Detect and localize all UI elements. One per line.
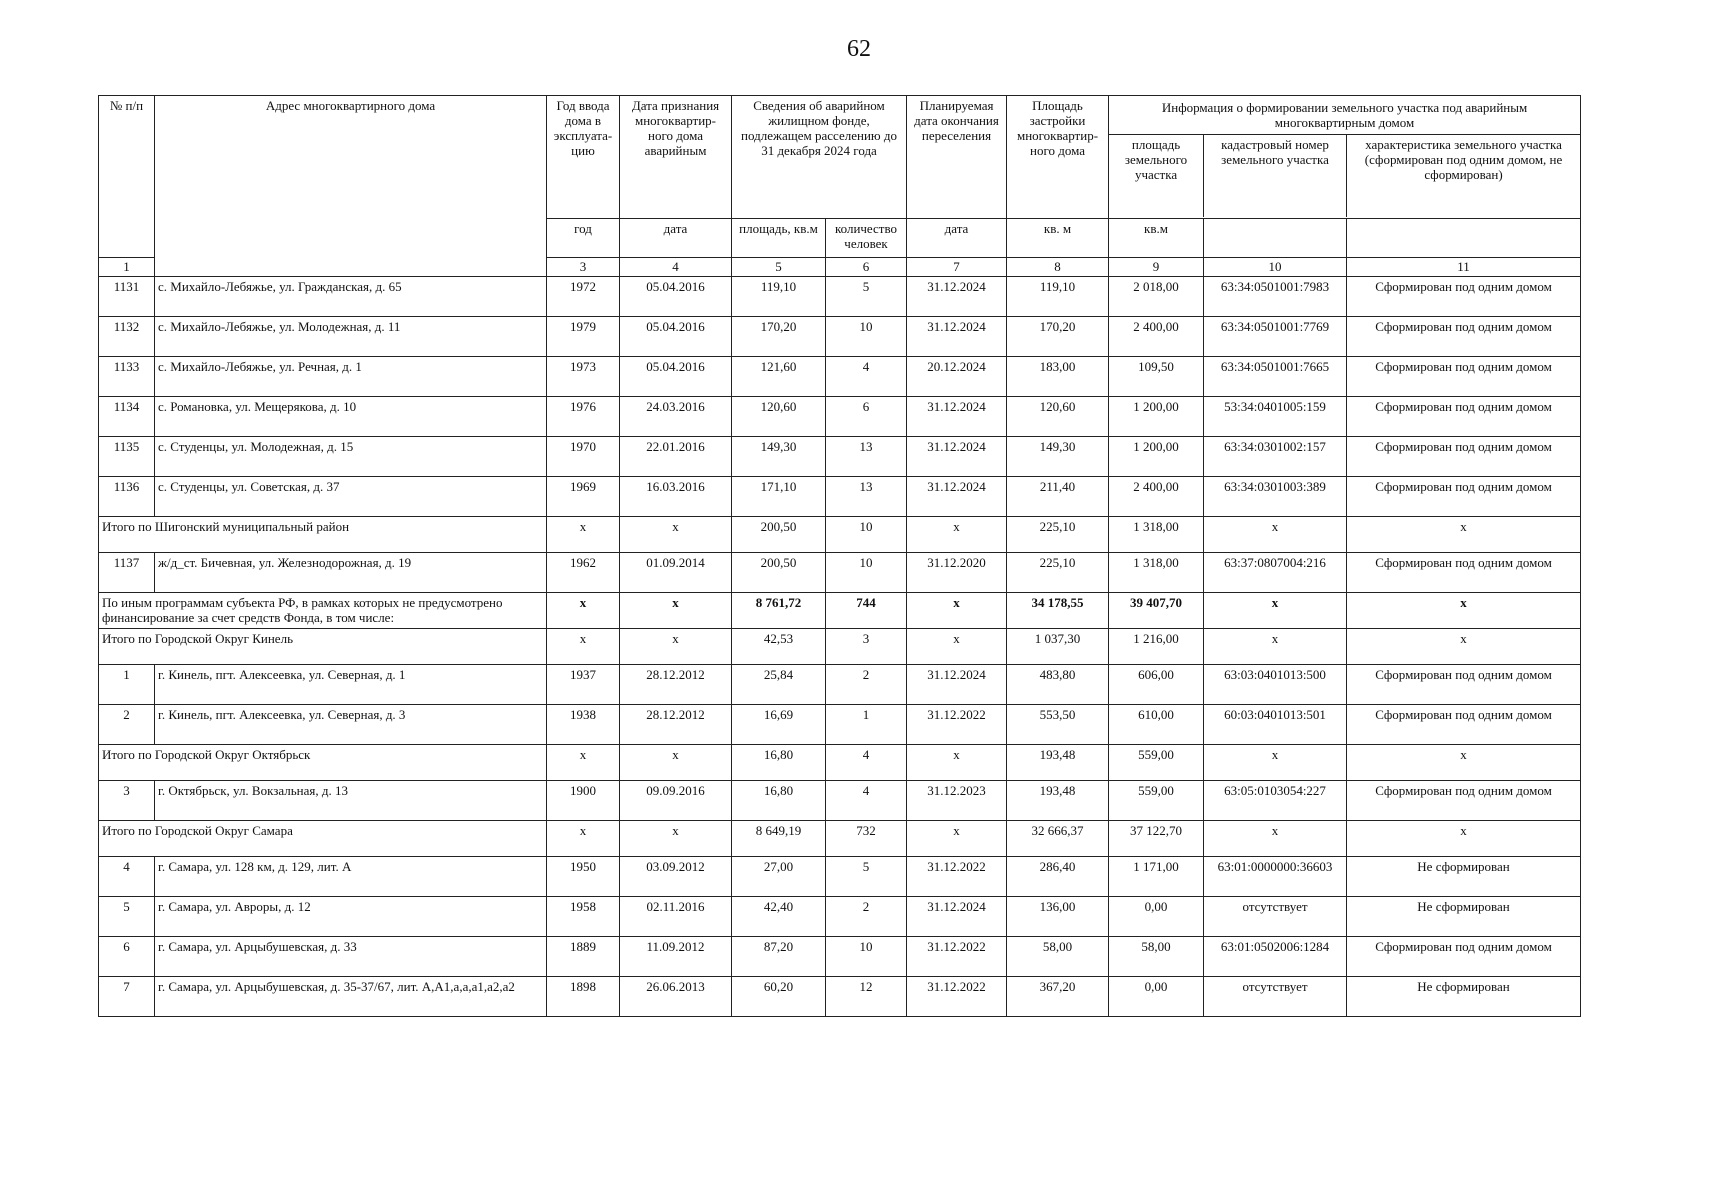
subtotal-cell: x — [1204, 745, 1347, 781]
table-cell: Не сформирован — [1347, 977, 1581, 1017]
subtotal-row — [99, 821, 1581, 857]
subtotal-cell: 225,10 — [1007, 517, 1109, 553]
table-cell: 2 — [826, 665, 907, 705]
table-cell: 1134 — [99, 397, 155, 437]
table-cell: 4 — [826, 357, 907, 397]
table-cell: 63:34:0501001:7983 — [1204, 277, 1347, 317]
table-cell: 25,84 — [732, 665, 826, 705]
table-cell: Сформирован под одним домом — [1347, 317, 1581, 357]
table-cell: 6 — [99, 937, 155, 977]
table-cell: 136,00 — [1007, 897, 1109, 937]
table-cell: 2 400,00 — [1109, 317, 1204, 357]
subtotal-cell: 559,00 — [1109, 745, 1204, 781]
subtotal-cell: x — [907, 821, 1007, 857]
table-cell: 63:34:0301002:157 — [1204, 437, 1347, 477]
table-cell: 31.12.2024 — [907, 277, 1007, 317]
table-cell: 60:03:0401013:501 — [1204, 705, 1347, 745]
unit-area: площадь, кв.м — [732, 219, 826, 258]
table-cell: 4 — [826, 781, 907, 821]
table-cell: 1972 — [547, 277, 620, 317]
table-cell: 1136 — [99, 477, 155, 517]
address-cell: с. Студенцы, ул. Молодежная, д. 15 — [155, 437, 547, 477]
header-land-info — [1109, 96, 1581, 219]
table-cell: 05.04.2016 — [620, 357, 732, 397]
table-cell: 1962 — [547, 553, 620, 593]
table-cell: 2 400,00 — [1109, 477, 1204, 517]
header-land-info-title: Информация о формировании земельного участка под аварийным многоквартирным домом — [1109, 96, 1580, 135]
subtotal-cell: 37 122,70 — [1109, 821, 1204, 857]
table-cell: 121,60 — [732, 357, 826, 397]
subtotal-label: Итого по Шигонский муниципальный район — [99, 517, 547, 553]
page-number: 62 — [847, 36, 871, 62]
address-cell: г. Самара, ул. Авроры, д. 12 — [155, 897, 547, 937]
unit-people: количество человек — [826, 219, 907, 258]
table-cell: 149,30 — [1007, 437, 1109, 477]
header-land-characteristic: характеристика земельного участка (сформирован под одним домом, не сформирован) — [1364, 137, 1563, 182]
table-cell: 16.03.2016 — [620, 477, 732, 517]
subtotal-cell: x — [620, 629, 732, 665]
subtotal-cell: x — [907, 629, 1007, 665]
table-cell: 7 — [99, 977, 155, 1017]
table-cell: 42,40 — [732, 897, 826, 937]
subtotal-cell: 34 178,55 — [1007, 593, 1109, 629]
subtotal-cell: x — [1347, 517, 1581, 553]
table-cell: 31.12.2020 — [907, 553, 1007, 593]
table-cell: 05.04.2016 — [620, 317, 732, 357]
table-cell: 610,00 — [1109, 705, 1204, 745]
table-cell: 27,00 — [732, 857, 826, 897]
subtotal-cell: 32 666,37 — [1007, 821, 1109, 857]
table-cell: 16,69 — [732, 705, 826, 745]
subtotal-cell: x — [1204, 593, 1347, 629]
table-cell: 10 — [826, 553, 907, 593]
table-cell: 10 — [826, 937, 907, 977]
table-cell: 12 — [826, 977, 907, 1017]
table-cell: 1131 — [99, 277, 155, 317]
unit-date: дата — [620, 219, 732, 258]
subtotal-cell: 732 — [826, 821, 907, 857]
table-cell: 119,10 — [1007, 277, 1109, 317]
table-row — [99, 553, 1581, 593]
table-cell: 1132 — [99, 317, 155, 357]
table-cell: 09.09.2016 — [620, 781, 732, 821]
table-cell: 211,40 — [1007, 477, 1109, 517]
table-cell: 31.12.2024 — [907, 437, 1007, 477]
housing-table — [98, 95, 1581, 1017]
table-cell: 1 — [826, 705, 907, 745]
table-cell: 26.06.2013 — [620, 977, 732, 1017]
subtotal-cell: x — [1347, 745, 1581, 781]
table-cell: 170,20 — [732, 317, 826, 357]
table-cell: 171,10 — [732, 477, 826, 517]
subtotal-cell: 10 — [826, 517, 907, 553]
table-cell: 367,20 — [1007, 977, 1109, 1017]
subtotal-row — [99, 629, 1581, 665]
table-cell: 119,10 — [732, 277, 826, 317]
subtotal-row — [99, 517, 1581, 553]
table-cell: 120,60 — [732, 397, 826, 437]
subtotal-row — [99, 745, 1581, 781]
table-cell: Сформирован под одним домом — [1347, 477, 1581, 517]
column-number-7: 7 — [907, 258, 1007, 277]
table-cell: 31.12.2022 — [907, 857, 1007, 897]
table-row — [99, 977, 1581, 1017]
table-cell: 170,20 — [1007, 317, 1109, 357]
table-cell: Сформирован под одним домом — [1347, 357, 1581, 397]
table-cell: 1 — [99, 665, 155, 705]
table-row — [99, 317, 1581, 357]
table-cell: отсутствует — [1204, 977, 1347, 1017]
subtotal-cell: 42,53 — [732, 629, 826, 665]
header-number: № п/п — [99, 96, 155, 258]
table-cell: 31.12.2022 — [907, 977, 1007, 1017]
subtotal-cell: 8 649,19 — [732, 821, 826, 857]
subtotal-cell: 39 407,70 — [1109, 593, 1204, 629]
header-year: Год ввода дома в эксплуата-цию — [547, 96, 620, 219]
table-body — [99, 277, 1581, 1017]
table-cell: 3 — [99, 781, 155, 821]
table-cell: 1889 — [547, 937, 620, 977]
unit-empty-10 — [1204, 219, 1347, 258]
table-cell: 1950 — [547, 857, 620, 897]
subtotal-cell: x — [620, 593, 732, 629]
subtotal-cell: x — [620, 821, 732, 857]
address-cell: с. Михайло-Лебяжье, ул. Молодежная, д. 11 — [155, 317, 547, 357]
table-row — [99, 477, 1581, 517]
table-row — [99, 857, 1581, 897]
table-cell: отсутствует — [1204, 897, 1347, 937]
table-cell: 286,40 — [1007, 857, 1109, 897]
unit-year: год — [547, 219, 620, 258]
column-number-11: 11 — [1347, 258, 1581, 277]
table-row — [99, 437, 1581, 477]
table-cell: 2 — [826, 897, 907, 937]
table-cell: 1970 — [547, 437, 620, 477]
table-row — [99, 781, 1581, 821]
subtotal-cell: x — [1347, 593, 1581, 629]
header-cadastral-number: кадастровый номер земельного участка — [1204, 135, 1347, 217]
subtotal-cell: 16,80 — [732, 745, 826, 781]
table-cell: 24.03.2016 — [620, 397, 732, 437]
table-cell: 1979 — [547, 317, 620, 357]
table-cell: 200,50 — [732, 553, 826, 593]
table-cell: 0,00 — [1109, 977, 1204, 1017]
table-cell: 120,60 — [1007, 397, 1109, 437]
address-cell: г. Кинель, пгт. Алексеевка, ул. Северная, д. 1 — [155, 665, 547, 705]
address-cell: г. Кинель, пгт. Алексеевка, ул. Северная, д. 3 — [155, 705, 547, 745]
table-cell: Сформирован под одним домом — [1347, 277, 1581, 317]
table-cell: 1969 — [547, 477, 620, 517]
subtotal-cell: x — [547, 593, 620, 629]
column-number-5: 5 — [732, 258, 826, 277]
table-cell: 1135 — [99, 437, 155, 477]
table-cell: 05.04.2016 — [620, 277, 732, 317]
header-planned-date: Планируемая дата окончания переселения — [907, 96, 1007, 219]
table-row — [99, 397, 1581, 437]
table-row — [99, 277, 1581, 317]
table-cell: 0,00 — [1109, 897, 1204, 937]
table-cell: Сформирован под одним домом — [1347, 397, 1581, 437]
table-cell: 606,00 — [1109, 665, 1204, 705]
table-cell: 28.12.2012 — [620, 665, 732, 705]
table-cell: 1937 — [547, 665, 620, 705]
subtotal-cell: 200,50 — [732, 517, 826, 553]
table-cell: 63:34:0501001:7769 — [1204, 317, 1347, 357]
table-cell: 63:37:0807004:216 — [1204, 553, 1347, 593]
table-cell: 31.12.2024 — [907, 897, 1007, 937]
table-cell: Сформирован под одним домом — [1347, 937, 1581, 977]
table-cell: 11.09.2012 — [620, 937, 732, 977]
header-emergency-date: Дата признания многоквартир-ного дома аварийным — [620, 96, 732, 219]
subtotal-cell: x — [1204, 517, 1347, 553]
column-number-3: 3 — [547, 258, 620, 277]
header-land-area: площадь земельного участка — [1109, 135, 1204, 217]
table-cell: 1 200,00 — [1109, 397, 1204, 437]
table-cell: 1900 — [547, 781, 620, 821]
table-cell: Сформирован под одним домом — [1347, 437, 1581, 477]
header-address: Адрес многоквартирного дома — [155, 96, 547, 277]
table-cell: 1976 — [547, 397, 620, 437]
table-cell: Сформирован под одним домом — [1347, 705, 1581, 745]
table-cell: 1 200,00 — [1109, 437, 1204, 477]
table-cell: 5 — [826, 277, 907, 317]
table-cell: 225,10 — [1007, 553, 1109, 593]
table-cell: 60,20 — [732, 977, 826, 1017]
table-cell: 58,00 — [1007, 937, 1109, 977]
table-row — [99, 357, 1581, 397]
table-cell: 53:34:0401005:159 — [1204, 397, 1347, 437]
address-cell: с. Студенцы, ул. Советская, д. 37 — [155, 477, 547, 517]
header-building-area: Площадь застройки многоквартир-ного дома — [1007, 96, 1109, 219]
table-cell: 1973 — [547, 357, 620, 397]
header-emergency-fund: Сведения об аварийном жилищном фонде, подлежащем расселению до 31 декабря 2024 года — [732, 96, 907, 219]
address-cell: г. Самара, ул. 128 км, д. 129, лит. А — [155, 857, 547, 897]
table-cell: 4 — [99, 857, 155, 897]
table-cell: Не сформирован — [1347, 857, 1581, 897]
subtotal-cell: x — [1347, 821, 1581, 857]
subtotal-cell: x — [1204, 629, 1347, 665]
column-number-10: 10 — [1204, 258, 1347, 277]
address-cell: с. Романовка, ул. Мещерякова, д. 10 — [155, 397, 547, 437]
table-cell: 31.12.2024 — [907, 665, 1007, 705]
table-cell: 63:05:0103054:227 — [1204, 781, 1347, 821]
table-cell: 1 171,00 — [1109, 857, 1204, 897]
table-cell: 63:01:0502006:1284 — [1204, 937, 1347, 977]
table-row — [99, 897, 1581, 937]
column-number-9: 9 — [1109, 258, 1204, 277]
table-cell: 1898 — [547, 977, 620, 1017]
column-number-4: 4 — [620, 258, 732, 277]
table-cell: 87,20 — [732, 937, 826, 977]
unit-planned-date: дата — [907, 219, 1007, 258]
table-cell: Сформирован под одним домом — [1347, 781, 1581, 821]
table-cell: 193,48 — [1007, 781, 1109, 821]
table-cell: 22.01.2016 — [620, 437, 732, 477]
table-cell: 63:01:0000000:36603 — [1204, 857, 1347, 897]
table-row — [99, 665, 1581, 705]
table-cell: 483,80 — [1007, 665, 1109, 705]
subtotal-cell: x — [547, 821, 620, 857]
table-cell: 31.12.2023 — [907, 781, 1007, 821]
table-cell: 31.12.2022 — [907, 937, 1007, 977]
subtotal-cell: x — [1347, 629, 1581, 665]
table-cell: 10 — [826, 317, 907, 357]
table-cell: 13 — [826, 437, 907, 477]
subtotal-label: Итого по Городской Округ Кинель — [99, 629, 547, 665]
table-cell: 2 018,00 — [1109, 277, 1204, 317]
subtotal-cell: x — [907, 745, 1007, 781]
table-cell: 63:34:0301003:389 — [1204, 477, 1347, 517]
address-cell: с. Михайло-Лебяжье, ул. Гражданская, д. 65 — [155, 277, 547, 317]
subtotal-cell: 4 — [826, 745, 907, 781]
unit-empty-11 — [1347, 219, 1581, 258]
subtotal-cell: x — [620, 517, 732, 553]
table-cell: 1133 — [99, 357, 155, 397]
subtotal-cell: 1 318,00 — [1109, 517, 1204, 553]
table-cell: 6 — [826, 397, 907, 437]
address-cell: г. Самара, ул. Арцыбушевская, д. 33 — [155, 937, 547, 977]
subtotal-label: Итого по Городской Округ Самара — [99, 821, 547, 857]
subtotal-row — [99, 593, 1581, 629]
subtotal-cell: 193,48 — [1007, 745, 1109, 781]
subtotal-cell: x — [907, 593, 1007, 629]
table-cell: 28.12.2012 — [620, 705, 732, 745]
address-cell: г. Самара, ул. Арцыбушевская, д. 35-37/67, лит. А,А1,а,а,а1,а2,а2 — [155, 977, 547, 1017]
subtotal-label: Итого по Городской Округ Октябрьск — [99, 745, 547, 781]
table-cell: 5 — [99, 897, 155, 937]
table-cell: 149,30 — [732, 437, 826, 477]
table-cell: 5 — [826, 857, 907, 897]
address-cell: г. Октябрьск, ул. Вокзальная, д. 13 — [155, 781, 547, 821]
column-number-1: 1 — [99, 258, 155, 277]
subtotal-cell: x — [907, 517, 1007, 553]
unit-building-area: кв. м — [1007, 219, 1109, 258]
table-cell: 13 — [826, 477, 907, 517]
table-cell: 02.11.2016 — [620, 897, 732, 937]
address-cell: с. Михайло-Лебяжье, ул. Речная, д. 1 — [155, 357, 547, 397]
table-row — [99, 705, 1581, 745]
table-cell: 559,00 — [1109, 781, 1204, 821]
table-cell: Сформирован под одним домом — [1347, 665, 1581, 705]
subtotal-label: По иным программам субъекта РФ, в рамках которых не предусмотрено финансирование за счет средств Фонда, в том числе: — [99, 593, 547, 629]
column-number-6: 6 — [826, 258, 907, 277]
table-cell: 1 318,00 — [1109, 553, 1204, 593]
table-cell: 183,00 — [1007, 357, 1109, 397]
table-cell: 1137 — [99, 553, 155, 593]
address-cell: ж/д_ст. Бичевная, ул. Железнодорожная, д. 19 — [155, 553, 547, 593]
table-row — [99, 937, 1581, 977]
subtotal-cell: x — [547, 517, 620, 553]
table-cell: 1958 — [547, 897, 620, 937]
table-cell: 20.12.2024 — [907, 357, 1007, 397]
table-cell: 03.09.2012 — [620, 857, 732, 897]
table-cell: 31.12.2024 — [907, 397, 1007, 437]
subtotal-cell: 3 — [826, 629, 907, 665]
column-number-8: 8 — [1007, 258, 1109, 277]
subtotal-cell: x — [620, 745, 732, 781]
unit-land-area: кв.м — [1109, 219, 1204, 258]
table-cell: 553,50 — [1007, 705, 1109, 745]
subtotal-cell: x — [547, 629, 620, 665]
subtotal-cell: 744 — [826, 593, 907, 629]
table-cell: 2 — [99, 705, 155, 745]
subtotal-cell: 1 037,30 — [1007, 629, 1109, 665]
table-cell: 63:03:0401013:500 — [1204, 665, 1347, 705]
table-cell: 1938 — [547, 705, 620, 745]
table-cell: 109,50 — [1109, 357, 1204, 397]
table-cell: 31.12.2022 — [907, 705, 1007, 745]
subtotal-cell: 1 216,00 — [1109, 629, 1204, 665]
table-cell: 31.12.2024 — [907, 317, 1007, 357]
table-cell: Не сформирован — [1347, 897, 1581, 937]
table-cell: 63:34:0501001:7665 — [1204, 357, 1347, 397]
table-cell: 58,00 — [1109, 937, 1204, 977]
table-cell: 16,80 — [732, 781, 826, 821]
subtotal-cell: 8 761,72 — [732, 593, 826, 629]
subtotal-cell: x — [1204, 821, 1347, 857]
subtotal-cell: x — [547, 745, 620, 781]
table-cell: 01.09.2014 — [620, 553, 732, 593]
table-cell: 31.12.2024 — [907, 477, 1007, 517]
table-cell: Сформирован под одним домом — [1347, 553, 1581, 593]
